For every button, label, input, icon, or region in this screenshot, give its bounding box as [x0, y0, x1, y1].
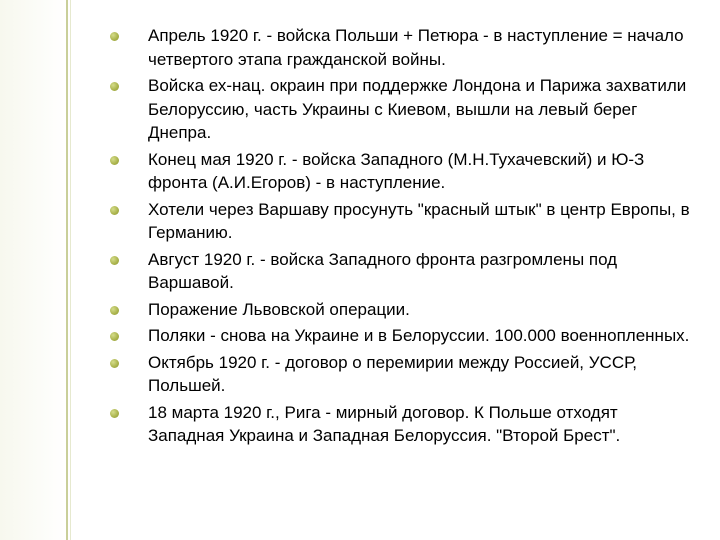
item-lead: Апрель 1920 г. [148, 26, 262, 45]
list-item [110, 74, 695, 145]
bullet-icon [110, 332, 119, 341]
list-item [110, 198, 695, 245]
list-item [110, 401, 695, 448]
list-item [110, 298, 695, 322]
vertical-divider [66, 0, 68, 540]
item-text: Поражение Львовской операции. [148, 299, 410, 319]
bullet-icon [110, 306, 119, 315]
item-text: - войска Западного (М.Н.Тухачевский) и Ю-З фронта (А.И.Егоров) - в наступление. [148, 149, 645, 192]
list-item [110, 248, 695, 295]
item-lead: 18 марта 1920 г. [148, 402, 276, 422]
item-lead: Конец мая 1920 г. [148, 149, 288, 169]
bullet-icon [110, 32, 119, 41]
item-text: , Рига - мирный договор. К Польше отходят Западная Украина и Западная Белоруссия. "Второй Брест". [148, 402, 621, 445]
bullet-icon [110, 409, 119, 418]
bullet-icon [110, 206, 119, 215]
bullet-list [110, 24, 695, 451]
vertical-divider-shadow [70, 0, 71, 540]
item-lead: Август 1920 г. [148, 249, 256, 269]
list-item [110, 324, 695, 348]
list-item [110, 24, 695, 71]
bullet-icon [110, 256, 119, 265]
item-text: Поляки - снова на Украине и в Белоруссии. 100.000 военнопленных. [148, 326, 690, 345]
item-lead: Октябрь 1920 г. [148, 352, 271, 372]
bullet-icon [110, 82, 119, 91]
list-item [110, 148, 695, 195]
list-item [110, 351, 695, 398]
item-text: - войска Польши + Петюра - в наступление = начало четвертого этапа гражданской войны. [148, 26, 684, 69]
left-margin-panel [0, 0, 66, 540]
item-text: - договор о перемирии между Россией, УССР, Польшей. [148, 352, 637, 395]
item-text: Хотели через Варшаву просунуть "красный штык" в центр Европы, в Германию. [148, 199, 690, 242]
item-text: - войска Западного фронта разгромлены под Варшавой. [148, 249, 618, 292]
bullet-icon [110, 359, 119, 368]
bullet-icon [110, 156, 119, 165]
item-text: Войска ех-нац. окраин при поддержке Лондона и Парижа захватили Белоруссию, часть Украины с Киевом, вышли на левый берег Днепра. [148, 76, 687, 142]
